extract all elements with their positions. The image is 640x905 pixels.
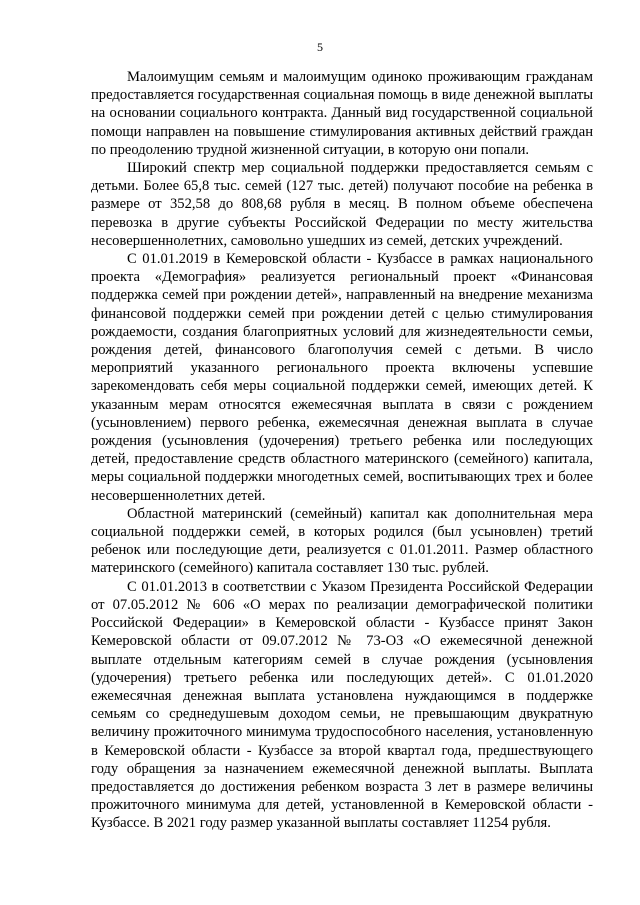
paragraph-child-benefit: Широкий спектр мер социальной поддержки предоставляется семьям с детьми. Более 65,8 тыс. семей (127 тыс. детей) получают пособие на ребенка в размере от 352,58 до 808,68 рубля в месяц. В полном объеме обеспечена перевозка в другие субъекты Российской Федерации по месту жительства несовершеннолетних, самовольно ушедших из семей, детских учреждений. [91,160,593,249]
paragraph-maternity-capital: Областной материнский (семейный) капитал как дополнительная мера социальной поддержки семей, в которых родился (был усыновлен) третий ребенок или последующие дети, реализуется с 01.01.2011. Размер областного материнского (семейного) капитала составляет 130 тыс. рублей. [91,505,593,577]
paragraph-regional-project: С 01.01.2019 в Кемеровской области - Кузбассе в рамках национального проекта «Демография» реализуется региональный проект «Финансовая поддержка семей при рождении детей», направленный на внедрение механизма финансовой поддержки семей при рождении детей с целью стимулирования рождаемости, создания благоприятных условий для жизнедеятельности семьи, рождения детей, финансового благополучия семей с детьми. В число мероприятий указанного регионального проекта включены успевшие зарекомендовать себя меры социальной поддержки семей, имеющих детей. К указанным мерам относятся ежемесячная выплата в связи с рождением (усыновлением) первого ребенка, ежемесячная денежная выплата в случае рождения (усыновления (удочерения) третьего ребенка или последующих детей, предоставление средств областного материнского (семейного) капитала, меры социальной поддержки многодетных семей, воспитывающих трех и более несовершеннолетних детей. [91,251,593,504]
paragraph-monthly-payment: С 01.01.2013 в соответствии с Указом Президента Российской Федерации от 07.05.2012 № 606 «О мерах по реализации демографической политики Российской Федерации» в Кемеровской области - Кузбассе принят Закон Кемеровской области от 09.07.2012 № 73-ОЗ «О ежемесячной денежной выплате отдельным категориям семей в случае рождения (усыновления (удочерения) третьего ребенка или последующих детей». С 01.01.2020 ежемесячная денежная выплата установлена нуждающимся в поддержке семьям со среднедушевым доходом семьи, не превышающим двукратную величину прожиточного минимума трудоспособного населения, установленную в Кемеровской области - Кузбассе за второй квартал года, предшествующего году обращения за назначением ежемесячной денежной выплаты. Выплата предоставляется до достижения ребенком возраста 3 лет в размере величины прожиточного минимума для детей, установленной в Кемеровской области - Кузбассе. В 2021 году размер указанной выплаты составляет 11254 рубля. [91,578,593,832]
document-body [91,68,593,833]
paragraph-social-contract: Малоимущим семьям и малоимущим одиноко проживающим гражданам предоставляется государственная социальная помощь в виде денежной выплаты на основании социального контракта. Данный вид государственной социальной помощи направлен на повышение стимулирования активных действий граждан по преодолению трудной жизненной ситуации, в которую они попали. [91,69,593,158]
page-number: 5 [317,40,323,54]
